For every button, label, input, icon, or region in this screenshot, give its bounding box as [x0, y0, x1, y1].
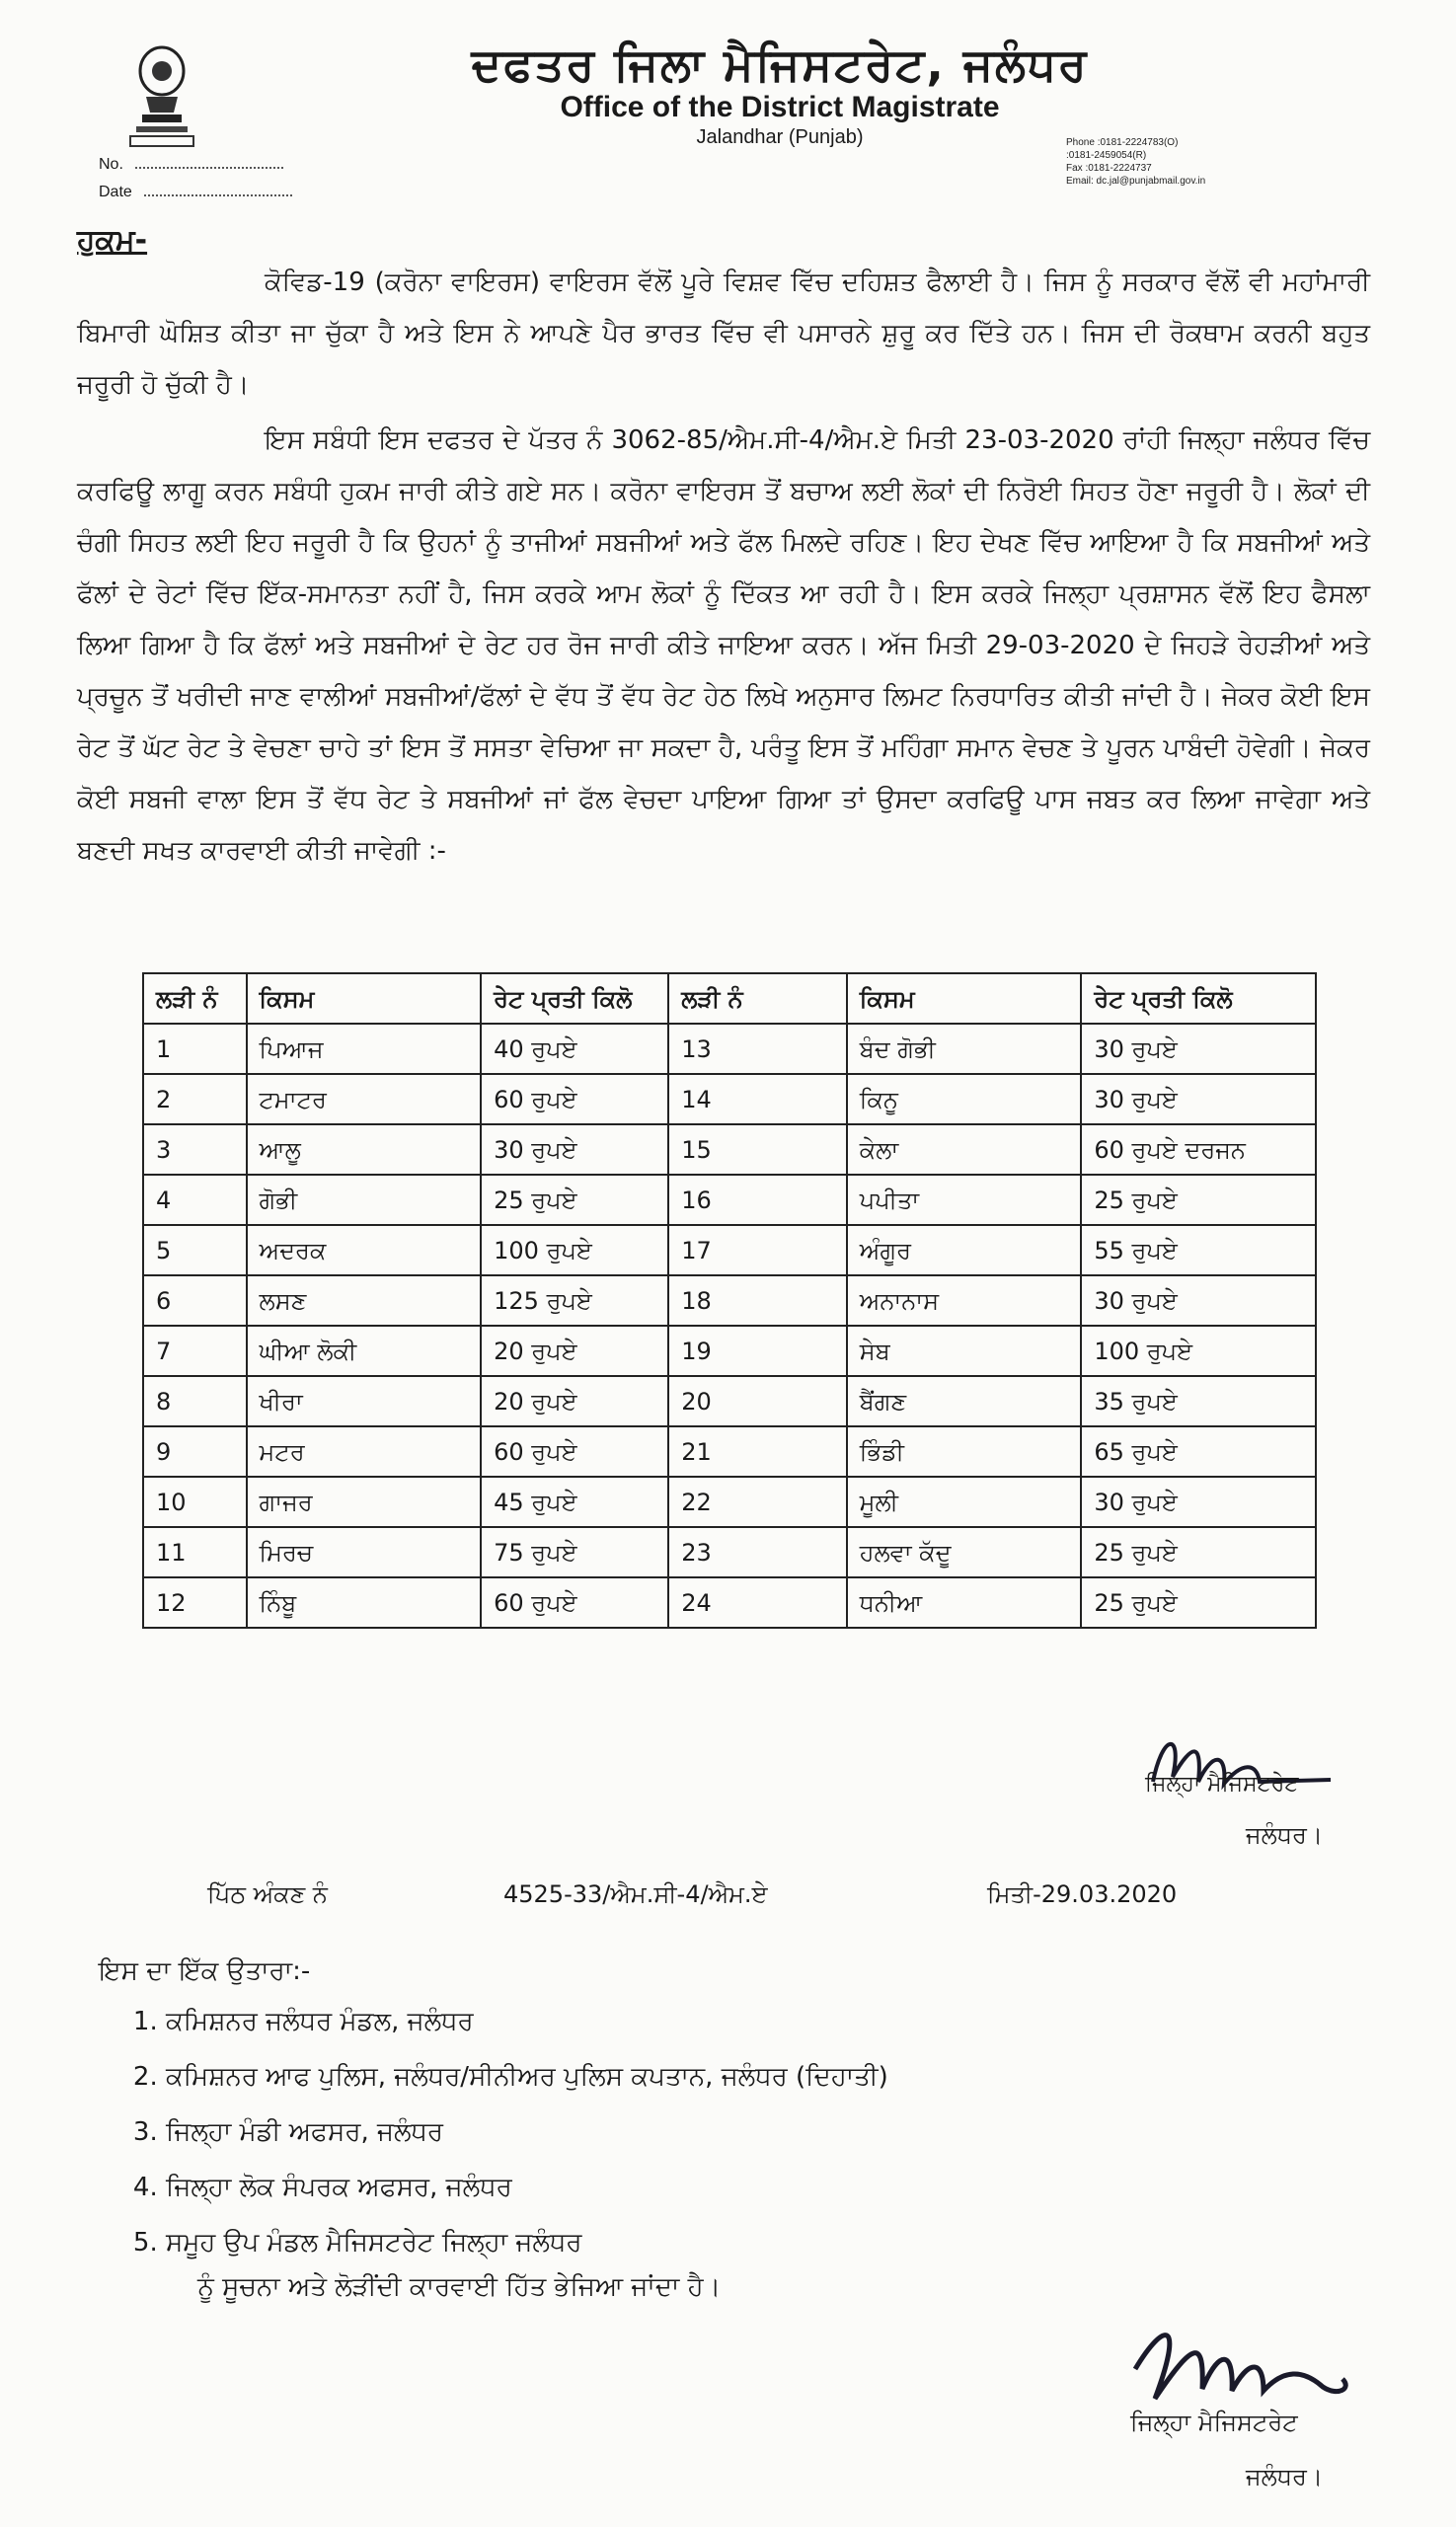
cell-item-right: ਕੇਲਾ: [847, 1124, 1082, 1175]
cell-rate-right: 25 ਰੁਪਏ: [1081, 1577, 1316, 1628]
cell-serial-left: 12: [143, 1577, 247, 1628]
rate-table-row: [143, 1074, 1316, 1124]
rate-table-row: [143, 1527, 1316, 1577]
office-title-punjabi: ਦਫਤਰ ਜਿਲਾ ਮੈਜਿਸਟਰੇਟ, ਜਲੰਧਰ: [471, 38, 1089, 91]
rate-table-row: [143, 1175, 1316, 1225]
cell-rate-left: 60 ਰੁਪਏ: [481, 1577, 668, 1628]
order-paragraph-1: ਕੋਵਿਡ-19 (ਕਰੋਨਾ ਵਾਇਰਸ) ਵਾਇਰਸ ਵੱਲੋਂ ਪੂਰੇ ਵਿਸ਼ਵ ਵਿੱਚ ਦਹਿਸ਼ਤ ਫੈਲਾਈ ਹੈ। ਜਿਸ ਨੂੰ ਸਰਕਾਰ ਵੱਲੋਂ ਵੀ ਮਹਾਂਮਾਰੀ ਬਿਮਾਰੀ ਘੋਸ਼ਿਤ ਕੀਤਾ ਜਾ ਚੁੱਕਾ ਹੈ ਅਤੇ ਇਸ ਨੇ ਆਪਣੇ ਪੈਰ ਭਾਰਤ ਵਿੱਚ ਵੀ ਪਸਾਰਨੇ ਸ਼ੁਰੂ ਕਰ ਦਿੱਤੇ ਹਨ। ਜਿਸ ਦੀ ਰੋਕਥਾਮ ਕਰਨੀ ਬਹੁਤ ਜਰੂਰੀ ਹੋ ਚੁੱਕੀ ਹੈ।: [77, 268, 1370, 400]
cell-item-left: ਖੀਰਾ: [247, 1376, 482, 1426]
cell-rate-left: 25 ਰੁਪਏ: [481, 1175, 668, 1225]
cell-rate-right: 60 ਰੁਪਏ ਦਰਜਨ: [1081, 1124, 1316, 1175]
cell-serial-left: 7: [143, 1326, 247, 1376]
cell-item-left: ਮਟਰ: [247, 1426, 482, 1477]
endorsement-label: ਪਿੱਠ ਅੰਕਣ ਨੰ: [207, 1880, 328, 1908]
copy-recipient: 3. ਜਿਲ੍ਹਾ ਮੰਡੀ ਅਫਸਰ, ਜਲੰਧਰ: [166, 2105, 888, 2160]
rate-table-row: [143, 1124, 1316, 1175]
copy-recipient: 5. ਸਮੂਹ ਉਪ ਮੰਡਲ ਮੈਜਿਸਟਰੇਟ ਜਿਲ੍ਹਾ ਜਲੰਧਰ: [166, 2215, 888, 2270]
cell-serial-right: 17: [668, 1225, 847, 1275]
cell-serial-right: 14: [668, 1074, 847, 1124]
copy-heading: ਇਸ ਦਾ ਇੱਕ ਉਤਾਰਾ:-: [99, 1956, 311, 1986]
rate-table-row: [143, 1376, 1316, 1426]
header-serial-right: ਲੜੀ ਨੰ: [668, 973, 847, 1024]
cell-serial-left: 2: [143, 1074, 247, 1124]
cell-rate-right: 30 ਰੁਪਏ: [1081, 1275, 1316, 1326]
cell-item-right: ਭਿੰਡੀ: [847, 1426, 1082, 1477]
cell-serial-right: 19: [668, 1326, 847, 1376]
cell-serial-right: 21: [668, 1426, 847, 1477]
cell-serial-left: 6: [143, 1275, 247, 1326]
signature-1: [1133, 1723, 1341, 1811]
copy-closing: ਨੂੰ ਸੂਚਨਾ ਅਤੇ ਲੋੜੀਂਦੀ ਕਾਰਵਾਈ ਹਿੱਤ ਭੇਜਿਆ ਜਾਂਦਾ ਹੈ।: [197, 2272, 722, 2302]
cell-serial-left: 4: [143, 1175, 247, 1225]
copy-list: [118, 1994, 888, 2270]
rate-table-row: [143, 1326, 1316, 1376]
cell-rate-left: 30 ਰੁਪਏ: [481, 1124, 668, 1175]
cell-item-left: ਗਾਜਰ: [247, 1477, 482, 1527]
state-emblem-icon: [116, 41, 207, 152]
contact-email: Email: dc.jal@punjabmail.gov.in: [1066, 176, 1206, 187]
cell-item-right: ਬੰਦ ਗੋਭੀ: [847, 1024, 1082, 1074]
header-item-left: ਕਿਸਮ: [247, 973, 482, 1024]
cell-item-right: ਬੈਂਗਣ: [847, 1376, 1082, 1426]
cell-item-right: ਅੰਗੂਰ: [847, 1225, 1082, 1275]
cell-item-right: ਧਨੀਆ: [847, 1577, 1082, 1628]
cell-rate-right: 25 ਰੁਪਏ: [1081, 1175, 1316, 1225]
cell-serial-right: 23: [668, 1527, 847, 1577]
cell-item-right: ਹਲਵਾ ਕੱਦੂ: [847, 1527, 1082, 1577]
cell-rate-left: 60 ਰੁਪਏ: [481, 1426, 668, 1477]
contact-block: [1066, 136, 1205, 188]
letter-date-label: Date: [99, 184, 132, 200]
signatory-city-2: ਜਲੰਧਰ।: [1246, 2463, 1324, 2490]
copy-recipient: 2. ਕਮਿਸ਼ਨਰ ਆਫ ਪੁਲਿਸ, ਜਲੰਧਰ/ਸੀਨੀਅਰ ਪੁਲਿਸ ਕਪਤਾਨ, ਜਲੰਧਰ (ਦਿਹਾਤੀ): [166, 2049, 888, 2105]
rate-table-row: [143, 1024, 1316, 1074]
cell-serial-right: 18: [668, 1275, 847, 1326]
order-heading: ਹੁਕਮ-: [77, 223, 148, 258]
letter-date-blank: [144, 194, 292, 196]
cell-item-right: ਸੇਬ: [847, 1326, 1082, 1376]
cell-item-right: ਕਿਨੂ: [847, 1074, 1082, 1124]
cell-serial-right: 22: [668, 1477, 847, 1527]
signatory-title-2: ਜਿਲ੍ਹਾ ਮੈਜਿਸਟਰੇਟ: [1130, 2409, 1298, 2436]
cell-serial-left: 9: [143, 1426, 247, 1477]
cell-rate-left: 45 ਰੁਪਏ: [481, 1477, 668, 1527]
cell-rate-left: 40 ਰੁਪਏ: [481, 1024, 668, 1074]
rate-table-body: [143, 1024, 1316, 1628]
cell-item-left: ਆਲੂ: [247, 1124, 482, 1175]
cell-rate-right: 30 ਰੁਪਏ: [1081, 1024, 1316, 1074]
rate-table-row: [143, 1577, 1316, 1628]
rate-table-row: [143, 1225, 1316, 1275]
rate-table-header-row: [143, 973, 1316, 1024]
cell-item-right: ਪਪੀਤਾ: [847, 1175, 1082, 1225]
cell-serial-left: 8: [143, 1376, 247, 1426]
office-city: Jalandhar (Punjab): [696, 126, 864, 148]
rate-table-row: [143, 1275, 1316, 1326]
cell-rate-left: 20 ਰੁਪਏ: [481, 1326, 668, 1376]
cell-serial-left: 11: [143, 1527, 247, 1577]
office-title-english: Office of the District Magistrate: [560, 91, 1000, 123]
header-serial-left: ਲੜੀ ਨੰ: [143, 973, 247, 1024]
cell-item-left: ਘੀਆ ਲੋਕੀ: [247, 1326, 482, 1376]
signatory-city-1: ਜਲੰਧਰ।: [1246, 1821, 1324, 1849]
cell-serial-left: 5: [143, 1225, 247, 1275]
header-item-right: ਕਿਸਮ: [847, 973, 1082, 1024]
cell-serial-right: 16: [668, 1175, 847, 1225]
cell-item-left: ਨਿੰਬੂ: [247, 1577, 482, 1628]
cell-rate-right: 35 ਰੁਪਏ: [1081, 1376, 1316, 1426]
contact-phone-residence: :0181-2459054(R): [1066, 150, 1147, 161]
cell-rate-right: 55 ਰੁਪਏ: [1081, 1225, 1316, 1275]
cell-item-left: ਗੋਭੀ: [247, 1175, 482, 1225]
letter-number-field: [99, 156, 283, 174]
cell-serial-right: 15: [668, 1124, 847, 1175]
cell-item-left: ਟਮਾਟਰ: [247, 1074, 482, 1124]
cell-rate-left: 20 ਰੁਪਏ: [481, 1376, 668, 1426]
cell-serial-right: 24: [668, 1577, 847, 1628]
cell-rate-left: 100 ਰੁਪਏ: [481, 1225, 668, 1275]
endorsement-number: 4525-33/ਐਮ.ਸੀ-4/ਐਮ.ਏ: [503, 1880, 768, 1908]
rate-table: [142, 972, 1317, 1629]
endorsement-date: ਮਿਤੀ-29.03.2020: [987, 1880, 1178, 1908]
cell-rate-right: 30 ਰੁਪਏ: [1081, 1074, 1316, 1124]
cell-rate-left: 125 ਰੁਪਏ: [481, 1275, 668, 1326]
header-rate-left: ਰੇਟ ਪ੍ਰਤੀ ਕਿਲੋ: [481, 973, 668, 1024]
contact-fax: Fax :0181-2224737: [1066, 163, 1152, 174]
letter-number-label: No.: [99, 156, 123, 173]
rate-table-row: [143, 1426, 1316, 1477]
cell-rate-right: 25 ਰੁਪਏ: [1081, 1527, 1316, 1577]
order-paragraph-2: ਇਸ ਸਬੰਧੀ ਇਸ ਦਫਤਰ ਦੇ ਪੱਤਰ ਨੰ 3062-85/ਐਮ.ਸੀ-4/ਐਮ.ਏ ਮਿਤੀ 23-03-2020 ਰਾਂਹੀ ਜਿਲ੍ਹਾ ਜਲੰਧਰ ਵਿੱਚ ਕਰਫਿਊ ਲਾਗੂ ਕਰਨ ਸਬੰਧੀ ਹੁਕਮ ਜਾਰੀ ਕੀਤੇ ਗਏ ਸਨ। ਕਰੋਨਾ ਵਾਇਰਸ ਤੋਂ ਬਚਾਅ ਲਈ ਲੋਕਾਂ ਦੀ ਨਿਰੋਈ ਸਿਹਤ ਹੋਣਾ ਜਰੂਰੀ ਹੈ। ਲੋਕਾਂ ਦੀ ਚੰਗੀ ਸਿਹਤ ਲਈ ਇਹ ਜਰੂਰੀ ਹੈ ਕਿ ਉਹਨਾਂ ਨੂੰ ਤਾਜੀਆਂ ਸਬਜੀਆਂ ਅਤੇ ਫੱਲ ਮਿਲਦੇ ਰਹਿਣ। ਇਹ ਦੇਖਣ ਵਿੱਚ ਆਇਆ ਹੈ ਕਿ ਸਬਜੀਆਂ ਅਤੇ ਫੱਲਾਂ ਦੇ ਰੇਟਾਂ ਵਿੱਚ ਇੱਕ-ਸਮਾਨਤਾ ਨਹੀਂ ਹੈ, ਜਿਸ ਕਰਕੇ ਆਮ ਲੋਕਾਂ ਨੂੰ ਦਿੱਕਤ ਆ ਰਹੀ ਹੈ। ਇਸ ਕਰਕੇ ਜਿਲ੍ਹਾ ਪ੍ਰਸ਼ਾਸਨ ਵੱਲੋਂ ਇਹ ਫੈਸਲਾ ਲਿਆ ਗਿਆ ਹੈ ਕਿ ਫੱਲਾਂ ਅਤੇ ਸਬਜੀਆਂ ਦੇ ਰੇਟ ਹਰ ਰੋਜ ਜਾਰੀ ਕੀਤੇ ਜਾਇਆ ਕਰਨ। ਅੱਜ ਮਿਤੀ 29-03-2020 ਦੇ ਜਿਹੜੇ ਰੇਹੜੀਆਂ ਅਤੇ ਪ੍ਰਚੂਨ ਤੋਂ ਖਰੀਦੀ ਜਾਣ ਵਾਲੀਆਂ ਸਬਜੀਆਂ/ਫੱਲਾਂ ਦੇ ਵੱਧ ਤੋਂ ਵੱਧ ਰੇਟ ਹੇਠ ਲਿਖੇ ਅਨੁਸਾਰ ਲਿਮਟ ਨਿਰਧਾਰਿਤ ਕੀਤੀ ਜਾਂਦੀ ਹੈ। ਜੇਕਰ ਕੋਈ ਇਸ ਰੇਟ ਤੋਂ ਘੱਟ ਰੇਟ ਤੇ ਵੇਚਣਾ ਚਾਹੇ ਤਾਂ ਇਸ ਤੋਂ ਸਸਤਾ ਵੇਚਿਆ ਜਾ ਸਕਦਾ ਹੈ, ਪਰੰਤੂ ਇਸ ਤੋਂ ਮਹਿੰਗਾ ਸਮਾਨ ਵੇਚਣ ਤੇ ਪੂਰਨ ਪਾਬੰਦੀ ਹੋਵੇਗੀ। ਜੇਕਰ ਕੋਈ ਸਬਜੀ ਵਾਲਾ ਇਸ ਤੋਂ ਵੱਧ ਰੇਟ ਤੇ ਸਬਜੀਆਂ ਜਾਂ ਫੱਲ ਵੇਚਦਾ ਪਾਇਆ ਗਿਆ ਤਾਂ ਉਸਦਾ ਕਰਫਿਊ ਪਾਸ ਜਬਤ ਕਰ ਲਿਆ ਜਾਵੇਗਾ ਅਤੇ ਬਣਦੀ ਸਖਤ ਕਾਰਵਾਈ ਕੀਤੀ ਜਾਵੇਗੀ :-: [77, 425, 1370, 866]
cell-rate-left: 60 ਰੁਪਏ: [481, 1074, 668, 1124]
cell-serial-left: 3: [143, 1124, 247, 1175]
cell-rate-right: 65 ਰੁਪਏ: [1081, 1426, 1316, 1477]
contact-phone: Phone :0181-2224783(O): [1066, 137, 1179, 148]
cell-serial-left: 1: [143, 1024, 247, 1074]
copy-recipient: 1. ਕਮਿਸ਼ਨਰ ਜਲੰਧਰ ਮੰਡਲ, ਜਲੰਧਰ: [166, 1994, 888, 2049]
cell-item-left: ਪਿਆਜ: [247, 1024, 482, 1074]
letter-number-blank: [135, 167, 283, 169]
cell-item-left: ਮਿਰਚ: [247, 1527, 482, 1577]
cell-rate-right: 30 ਰੁਪਏ: [1081, 1477, 1316, 1527]
cell-item-left: ਅਦਰਕ: [247, 1225, 482, 1275]
cell-serial-right: 20: [668, 1376, 847, 1426]
cell-item-left: ਲਸਣ: [247, 1275, 482, 1326]
cell-serial-left: 10: [143, 1477, 247, 1527]
rate-table-row: [143, 1477, 1316, 1527]
cell-serial-right: 13: [668, 1024, 847, 1074]
copy-recipient: 4. ਜਿਲ੍ਹਾ ਲੋਕ ਸੰਪਰਕ ਅਫਸਰ, ਜਲੰਧਰ: [166, 2160, 888, 2215]
cell-item-right: ਮੂਲੀ: [847, 1477, 1082, 1527]
signatory-title-1: ਜਿਲ੍ਹਾ ਮੈਜਿਸਟਰੇਟ: [1145, 1772, 1299, 1797]
cell-rate-right: 100 ਰੁਪਏ: [1081, 1326, 1316, 1376]
cell-rate-left: 75 ਰੁਪਏ: [481, 1527, 668, 1577]
header-rate-right: ਰੇਟ ਪ੍ਰਤੀ ਕਿਲੋ: [1081, 973, 1316, 1024]
letter-date-field: [99, 184, 292, 201]
cell-item-right: ਅਨਾਨਾਸ: [847, 1275, 1082, 1326]
